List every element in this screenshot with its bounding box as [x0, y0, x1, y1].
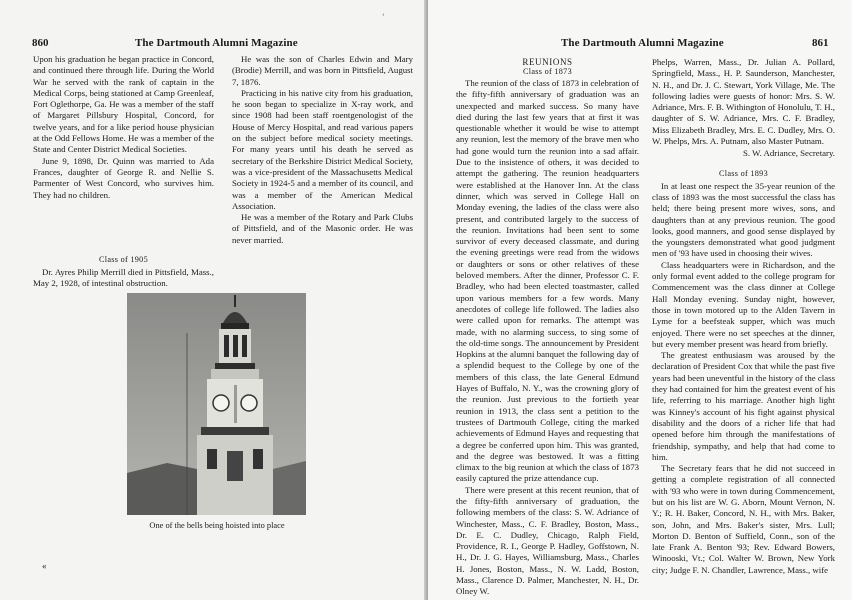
left-column-2	[232, 54, 413, 290]
merrill-birth-paragraph: He was the son of Charles Edwin and Mary (Brodie) Merrill, and was born in Pittsfield, August 7, 1876.	[232, 54, 413, 87]
quinn-career-paragraph: Upon his graduation he began practice in Concord, and continued there through life. During the World War he served with the rank of captain in the Medical Corps, being stationed at Camp Greenleaf, Fort Oglethorpe, Ga. He was a member of the staff of Margaret Pillsbury Hospital, Concord, for twelve years, and for a like period house physician at the Odd Fellows Home. He was a member of the State and Center District Medical Societies.	[33, 54, 214, 155]
reunions-heading: REUNIONS	[522, 57, 573, 67]
merrill-clubs-paragraph: He was a member of the Rotary and Park Clubs of Pittsfield, and of the Masonic order. He was never married.	[232, 212, 413, 245]
stray-tick-mark: ‘	[382, 12, 385, 21]
class-1893-enthusiasm-paragraph: The greatest enthusiasm was aroused by the declaration of President Cox that while the past five years had been uneventful in the history of the class they had contained for him the greatest event of his life, referring to his marriage. Another high light was Kinney's account of his fight against physical disability and the doors of a richer life that had opened before him through the manifestations of friendship, sympathy, and help that had come to him.	[652, 350, 835, 462]
class-1893-registration-paragraph: The Secretary fears that he did not succeed in getting a complete registration of all connected with '93 who were in town during Commencement, but on his list are W. G. Aborn, Mount Vernon, N. Y.; R. H. Baker, Concord, N. H., with Mrs. Baker, son, John, and Mrs. Baker's sister, Mrs. Lull; Morton D. Benton of Suffield, Conn., son of the late Frank A. Benton '93; Rev. Edward Bowers, Winooski, Vt.; Col. Walter W. Brown, New York city; Judge F. N. Chandler, Lawrence, Mass., wife	[652, 463, 835, 575]
class-1905-heading: Class of 1905	[99, 255, 148, 264]
left-page-number: 860	[32, 37, 49, 49]
bell-tower-illustration	[127, 293, 306, 515]
photo-caption: One of the bells being hoisted into place	[149, 521, 285, 530]
right-column-2	[652, 57, 835, 600]
class-1893-heading: Class of 1893	[719, 168, 768, 178]
class-1905-section	[33, 255, 214, 291]
class-1893-intro-paragraph: In at least one respect the 35-year reunion of the class of 1893 was the most successful the class has held; there being present more wives, sons, and daughters than at any previous reunion. The good looks, good manners, and good sense displayed by the youngsters demonstrated what good judgment men of '93 have used in choosing their wives.	[652, 180, 835, 259]
margin-mark: «	[42, 561, 47, 571]
class-1873-heading: Class of 1873	[523, 67, 572, 76]
class-1873-reunion-paragraph: The reunion of the class of 1873 in celebration of the fifty-fifth anniversary of graduation was an unexpected and marked success. So many have died during the last few years that at first it was questionable whether it would be wise to attempt any reunion, lest the memory of the brave men who had gone would turn the reunion into a sad affair. Due to the insistence of others, it was decided to attempt the gathering. The reunion headquarters were established at the Hanover Inn. At the class dinner, which was served in College Hall on Monday evening, the ladies of the class were also present, and contributed largely to the success of the reunion. Invitations had been sent to some survivor of every deceased classmate, and during the evening greetings were read from the widows or daughters or sons or other relatives of these beloved members. After the dinner, Professor C. F. Bradley, who had been elected toastmaster, called upon various members for a few words. Many anecdotes of college life followed. The ladies also were called upon for remarks. The attempt was made, with no alarming success, to sing some of the old-time songs. The announcement by President Hopkins at the alumni banquet the following day of a splendid bequest to the College by one of the members of this class, the late General Edmund Hayes of Buffalo, N. Y., was the crowning glory of the reunion. Just previous to the fortieth year reunion in 1913, the class sent a petition to the trustees of Dartmouth College, citing the marked achievements of Edmund Hayes and requesting that a degree be conferred upon him. This was granted, and the degree was bestowed. It was a fitting climax to the big reunion at which the class of 1873 easily captured the prize attendance cup.	[456, 78, 639, 484]
right-page	[428, 0, 852, 600]
bell-tower-photo	[127, 293, 306, 515]
left-running-head: The Dartmouth Alumni Magazine	[135, 37, 298, 49]
class-1873-attendees-paragraph: There were present at this recent reunion, that of the fifty-fifth anniversary of graduation, the following members of the class: S. W. Adriance of Winchester, Mass., C. F. Bradley, Boston, Mass., Dr. E. C. Dudley, Chicago, Ralph Field, Providence, R. I., George P. Hadley, Goffstown, N. H., Dr. J. G. Hayes, Williamsburg, Mass., Charles H. Jones, Boston, Mass., N. W. Ladd, Boston, Mass., Clarence D. Palmer, Manchester, N. H., Dr. Olney W.	[456, 484, 639, 597]
quinn-marriage-paragraph: June 9, 1898, Dr. Quinn was married to Ada Frances, daughter of George R. and Nellie S. Parmenter of West Concord, who survives him. They had no children.	[33, 155, 214, 200]
class-1893-headquarters-paragraph: Class headquarters were in Richardson, and the only formal event added to the college program for Commencement was the class dinner at College Hall Monday evening. Sunday night, however, those in town motored up to the Alden Tavern in Lyme for a beefsteak supper, which was much enjoyed. There were no set speeches at the dinner, but every member present was heard from briefly.	[652, 259, 835, 349]
class-1905-obituary: Dr. Ayres Philip Merrill died in Pittsfield, Mass., May 2, 1928, of intestinal obstruction.	[33, 267, 214, 289]
right-column-1	[456, 57, 639, 600]
right-running-head: The Dartmouth Alumni Magazine	[561, 37, 724, 49]
merrill-career-paragraph: Practicing in his native city from his graduation, he soon began to specialize in X-ray work, and since 1908 had been staff roentgenologist of the House of Mercy Hospital, and read various papers on the subject before medical society meetings. For many years until his death he served as secretary of the Berkshire District Medical Society, was a vice-president of the Massachusetts Medical Society in 1924-5 and a member of its council, and was a member of the American Medical Association.	[232, 87, 413, 211]
class-1873-signature: S. W. Adriance, Secretary.	[742, 148, 835, 159]
class-1873-guests-paragraph: Phelps, Warren, Mass., Dr. Julian A. Pollard, Springfield, Mass., H. P. Saunderson, Manchester, N. H., and Dr. J. C. Stewart, York Village, Me. The following ladies were guests of honor: Mrs. S. W. Adriance, Mrs. F. B. Withington of Honolulu, T. H., daughter of S. W. Adriance, Mrs. C. F. Bradley, Miss Elizabeth Bradley, Mrs. E. C. Dudley, Mrs. O. W. Phelps, Mrs. A. Putnam, also Master Putnam.	[652, 57, 835, 147]
right-page-number: 861	[812, 37, 829, 49]
